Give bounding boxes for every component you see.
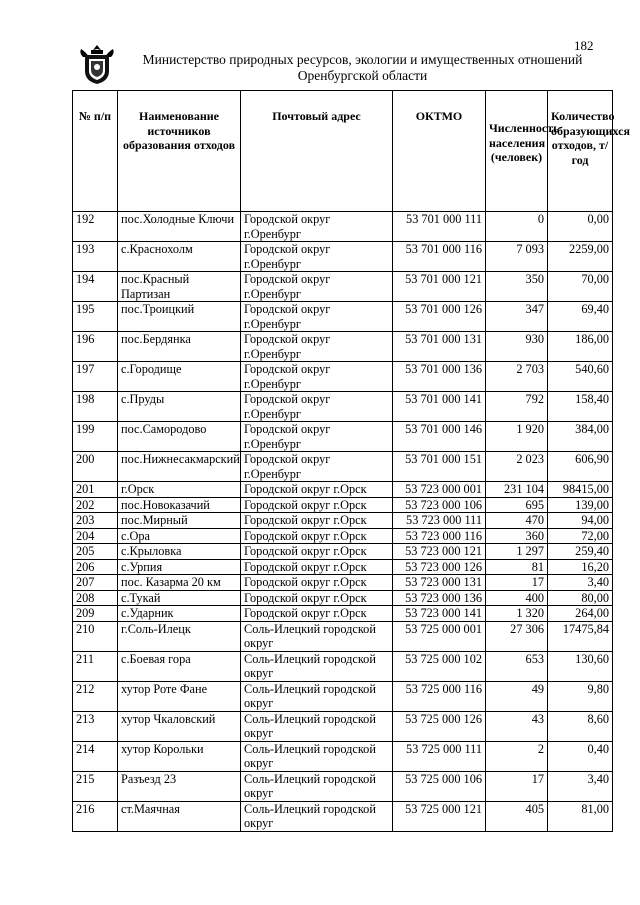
source-name: с.Краснохолм xyxy=(118,242,241,272)
population: 930 xyxy=(486,332,548,362)
row-number: 192 xyxy=(73,212,118,242)
row-number: 204 xyxy=(73,528,118,544)
population: 0 xyxy=(486,212,548,242)
population: 43 xyxy=(486,711,548,741)
table-row xyxy=(73,302,613,332)
oktmo-code: 53 725 000 102 xyxy=(393,651,486,681)
waste-amount: 69,40 xyxy=(548,302,613,332)
row-number: 212 xyxy=(73,681,118,711)
postal-address: Городской округ г.Орск xyxy=(241,513,393,529)
oktmo-code: 53 723 000 126 xyxy=(393,559,486,575)
header-population: Численность населения (человек) xyxy=(486,91,548,212)
table-row xyxy=(73,362,613,392)
population: 695 xyxy=(486,497,548,513)
oktmo-code: 53 723 000 106 xyxy=(393,497,486,513)
waste-amount: 8,60 xyxy=(548,711,613,741)
source-name: г.Орск xyxy=(118,482,241,498)
table-row xyxy=(73,422,613,452)
population: 350 xyxy=(486,272,548,302)
source-name: пос.Нижнесакмарский xyxy=(118,452,241,482)
table-row xyxy=(73,497,613,513)
waste-amount: 17475,84 xyxy=(548,621,613,651)
table-row xyxy=(73,242,613,272)
source-name: пос.Холодные Ключи xyxy=(118,212,241,242)
population: 400 xyxy=(486,590,548,606)
population: 27 306 xyxy=(486,621,548,651)
waste-amount: 16,20 xyxy=(548,559,613,575)
population: 17 xyxy=(486,771,548,801)
source-name: хутор Чкаловский xyxy=(118,711,241,741)
row-number: 207 xyxy=(73,575,118,591)
waste-amount: 98415,00 xyxy=(548,482,613,498)
oktmo-code: 53 725 000 111 xyxy=(393,741,486,771)
source-name: хутор Корольки xyxy=(118,741,241,771)
oktmo-code: 53 725 000 106 xyxy=(393,771,486,801)
source-name: с.Городище xyxy=(118,362,241,392)
row-number: 193 xyxy=(73,242,118,272)
table-row xyxy=(73,212,613,242)
table-row xyxy=(73,513,613,529)
postal-address: Соль-Илецкий городской округ xyxy=(241,801,393,831)
oktmo-code: 53 725 000 001 xyxy=(393,621,486,651)
source-name: пос.Самородово xyxy=(118,422,241,452)
oktmo-code: 53 701 000 131 xyxy=(393,332,486,362)
table-row xyxy=(73,544,613,560)
population: 1 297 xyxy=(486,544,548,560)
postal-address: Соль-Илецкий городской округ xyxy=(241,741,393,771)
source-name: с.Урпия xyxy=(118,559,241,575)
table-row xyxy=(73,621,613,651)
population: 360 xyxy=(486,528,548,544)
population: 2 xyxy=(486,741,548,771)
oktmo-code: 53 701 000 146 xyxy=(393,422,486,452)
table-row xyxy=(73,771,613,801)
source-name: пос.Троицкий xyxy=(118,302,241,332)
table-row xyxy=(73,272,613,302)
row-number: 211 xyxy=(73,651,118,681)
table-row xyxy=(73,559,613,575)
waste-amount: 81,00 xyxy=(548,801,613,831)
postal-address: Городской округ г.Оренбург xyxy=(241,302,393,332)
waste-amount: 606,90 xyxy=(548,452,613,482)
source-name: пос.Новоказачий xyxy=(118,497,241,513)
waste-amount: 0,40 xyxy=(548,741,613,771)
row-number: 197 xyxy=(73,362,118,392)
row-number: 198 xyxy=(73,392,118,422)
source-name: пос. Казарма 20 км xyxy=(118,575,241,591)
source-name: с.Пруды xyxy=(118,392,241,422)
row-number: 203 xyxy=(73,513,118,529)
oktmo-code: 53 701 000 151 xyxy=(393,452,486,482)
postal-address: Городской округ г.Орск xyxy=(241,544,393,560)
oktmo-code: 53 725 000 116 xyxy=(393,681,486,711)
source-name: с.Боевая гора xyxy=(118,651,241,681)
oktmo-code: 53 725 000 126 xyxy=(393,711,486,741)
population: 231 104 xyxy=(486,482,548,498)
population: 653 xyxy=(486,651,548,681)
postal-address: Городской округ г.Оренбург xyxy=(241,362,393,392)
row-number: 195 xyxy=(73,302,118,332)
ministry-header xyxy=(120,52,605,84)
oktmo-code: 53 723 000 136 xyxy=(393,590,486,606)
oktmo-code: 53 723 000 001 xyxy=(393,482,486,498)
row-number: 196 xyxy=(73,332,118,362)
row-number: 214 xyxy=(73,741,118,771)
waste-amount: 9,80 xyxy=(548,681,613,711)
oktmo-code: 53 723 000 141 xyxy=(393,606,486,622)
header-oktmo: ОКТМО xyxy=(393,91,486,212)
postal-address: Городской округ г.Орск xyxy=(241,606,393,622)
postal-address: Городской округ г.Оренбург xyxy=(241,332,393,362)
waste-amount: 264,00 xyxy=(548,606,613,622)
table-row xyxy=(73,392,613,422)
postal-address: Соль-Илецкий городской округ xyxy=(241,621,393,651)
oktmo-code: 53 701 000 136 xyxy=(393,362,486,392)
postal-address: Городской округ г.Оренбург xyxy=(241,452,393,482)
row-number: 208 xyxy=(73,590,118,606)
postal-address: Соль-Илецкий городской округ xyxy=(241,681,393,711)
table-row xyxy=(73,332,613,362)
oktmo-code: 53 723 000 121 xyxy=(393,544,486,560)
row-number: 200 xyxy=(73,452,118,482)
waste-amount: 94,00 xyxy=(548,513,613,529)
source-name: хутор Роте Фане xyxy=(118,681,241,711)
source-name: Разъезд 23 xyxy=(118,771,241,801)
population: 2 023 xyxy=(486,452,548,482)
header-waste: Количество образующихся отходов, т/год xyxy=(548,91,613,212)
row-number: 210 xyxy=(73,621,118,651)
table-row xyxy=(73,575,613,591)
table-header-row xyxy=(73,91,613,212)
population: 347 xyxy=(486,302,548,332)
source-name: с.Ударник xyxy=(118,606,241,622)
oktmo-code: 53 701 000 121 xyxy=(393,272,486,302)
row-number: 213 xyxy=(73,711,118,741)
population: 2 703 xyxy=(486,362,548,392)
population: 7 093 xyxy=(486,242,548,272)
waste-amount: 80,00 xyxy=(548,590,613,606)
waste-amount: 70,00 xyxy=(548,272,613,302)
source-name: с.Ора xyxy=(118,528,241,544)
table-row xyxy=(73,590,613,606)
postal-address: Городской округ г.Орск xyxy=(241,528,393,544)
table-row xyxy=(73,482,613,498)
oktmo-code: 53 723 000 131 xyxy=(393,575,486,591)
oktmo-code: 53 723 000 111 xyxy=(393,513,486,529)
waste-amount: 130,60 xyxy=(548,651,613,681)
region-name: Оренбургской области xyxy=(297,68,428,83)
waste-amount: 186,00 xyxy=(548,332,613,362)
oktmo-code: 53 701 000 116 xyxy=(393,242,486,272)
postal-address: Городской округ г.Орск xyxy=(241,575,393,591)
table-row xyxy=(73,681,613,711)
postal-address: Городской округ г.Орск xyxy=(241,482,393,498)
row-number: 202 xyxy=(73,497,118,513)
postal-address: Городской округ г.Оренбург xyxy=(241,422,393,452)
waste-amount: 139,00 xyxy=(548,497,613,513)
waste-amount: 2259,00 xyxy=(548,242,613,272)
table-row xyxy=(73,606,613,622)
source-name: с.Тукай xyxy=(118,590,241,606)
page-number: 182 xyxy=(574,38,594,53)
postal-address: Городской округ г.Орск xyxy=(241,497,393,513)
postal-address: Городской округ г.Оренбург xyxy=(241,392,393,422)
source-name: пос.Бердянка xyxy=(118,332,241,362)
waste-amount: 384,00 xyxy=(548,422,613,452)
postal-address: Соль-Илецкий городской округ xyxy=(241,651,393,681)
table-row xyxy=(73,452,613,482)
source-name: пос.Красный Партизан xyxy=(118,272,241,302)
population: 1 920 xyxy=(486,422,548,452)
waste-amount: 3,40 xyxy=(548,575,613,591)
population: 81 xyxy=(486,559,548,575)
waste-amount: 0,00 xyxy=(548,212,613,242)
row-number: 215 xyxy=(73,771,118,801)
postal-address: Соль-Илецкий городской округ xyxy=(241,711,393,741)
postal-address: Городской округ г.Орск xyxy=(241,559,393,575)
postal-address: Городской округ г.Оренбург xyxy=(241,272,393,302)
source-name: ст.Маячная xyxy=(118,801,241,831)
postal-address: Городской округ г.Оренбург xyxy=(241,242,393,272)
oktmo-code: 53 725 000 121 xyxy=(393,801,486,831)
population: 792 xyxy=(486,392,548,422)
source-name: с.Крыловка xyxy=(118,544,241,560)
postal-address: Городской округ г.Орск xyxy=(241,590,393,606)
header-name: Наименование источников образования отходов xyxy=(118,91,241,212)
row-number: 205 xyxy=(73,544,118,560)
source-name: г.Соль-Илецк xyxy=(118,621,241,651)
row-number: 209 xyxy=(73,606,118,622)
table-row xyxy=(73,741,613,771)
row-number: 194 xyxy=(73,272,118,302)
population: 1 320 xyxy=(486,606,548,622)
row-number: 201 xyxy=(73,482,118,498)
population: 470 xyxy=(486,513,548,529)
postal-address: Городской округ г.Оренбург xyxy=(241,212,393,242)
oktmo-code: 53 701 000 141 xyxy=(393,392,486,422)
table-row xyxy=(73,651,613,681)
header-address: Почтовый адрес xyxy=(241,91,393,212)
source-name: пос.Мирный xyxy=(118,513,241,529)
waste-amount: 259,40 xyxy=(548,544,613,560)
population: 405 xyxy=(486,801,548,831)
table-row xyxy=(73,711,613,741)
waste-amount: 158,40 xyxy=(548,392,613,422)
oktmo-code: 53 723 000 116 xyxy=(393,528,486,544)
oktmo-code: 53 701 000 126 xyxy=(393,302,486,332)
waste-amount: 3,40 xyxy=(548,771,613,801)
waste-sources-table xyxy=(72,90,630,832)
row-number: 206 xyxy=(73,559,118,575)
waste-amount: 72,00 xyxy=(548,528,613,544)
waste-amount: 540,60 xyxy=(548,362,613,392)
table-row xyxy=(73,801,613,831)
ministry-name: Министерство природных ресурсов, экологии и имущественных отношений xyxy=(142,52,583,67)
population: 49 xyxy=(486,681,548,711)
postal-address: Соль-Илецкий городской округ xyxy=(241,771,393,801)
population: 17 xyxy=(486,575,548,591)
table-row xyxy=(73,528,613,544)
row-number: 216 xyxy=(73,801,118,831)
coat-of-arms-icon xyxy=(77,43,117,85)
row-number: 199 xyxy=(73,422,118,452)
oktmo-code: 53 701 000 111 xyxy=(393,212,486,242)
header-num: № п/п xyxy=(73,91,118,212)
